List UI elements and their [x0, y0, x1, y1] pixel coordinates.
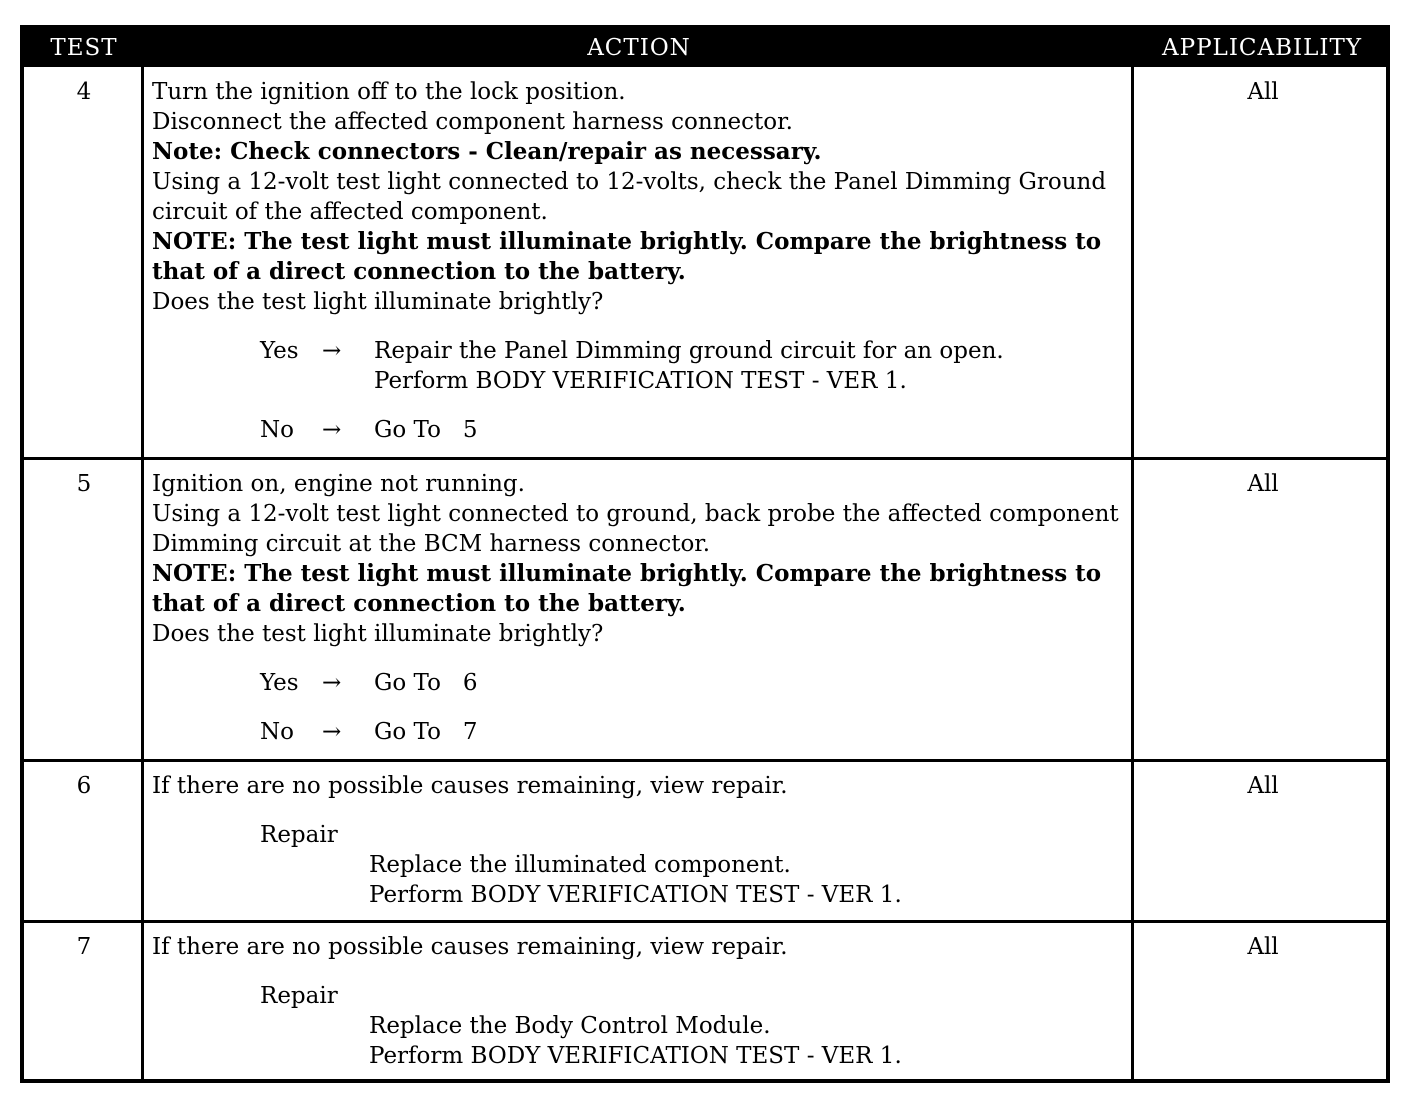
- test-number: 4: [76, 79, 92, 105]
- arrow-icon: →: [322, 417, 342, 443]
- action-line: Does the test light illuminate brightly?: [152, 621, 604, 647]
- action-cell: [152, 771, 1130, 910]
- no-branch: [152, 415, 1130, 445]
- yes-label: Yes: [260, 670, 299, 696]
- action-line: Dimming circuit at the BCM harness connector.: [152, 531, 711, 557]
- action-note: NOTE: The test light must illuminate brightly. Compare the brightness to: [152, 560, 1102, 587]
- repair-text: Replace the Body Control Module.: [369, 1013, 771, 1039]
- repair-label: Repair: [260, 983, 338, 1009]
- repair-text: Perform BODY VERIFICATION TEST - VER 1.: [369, 1043, 902, 1069]
- test-number: 6: [76, 773, 92, 799]
- goto-link[interactable]: Go To 7: [374, 719, 478, 745]
- no-label: No: [260, 417, 294, 443]
- arrow-icon: →: [322, 338, 342, 364]
- applicability-value: All: [1247, 773, 1279, 799]
- test-number: 5: [76, 471, 92, 497]
- action-note: that of a direct connection to the battery.: [152, 258, 686, 285]
- action-line: Using a 12-volt test light connected to 12-volts, check the Panel Dimming Ground: [152, 169, 1107, 195]
- test-number: 7: [76, 934, 92, 960]
- arrow-icon: →: [322, 719, 342, 745]
- repair-text: Replace the illuminated component.: [369, 852, 791, 878]
- action-note: that of a direct connection to the battery.: [152, 590, 686, 617]
- action-line: Does the test light illuminate brightly?: [152, 289, 604, 315]
- applicability-value: All: [1247, 471, 1279, 497]
- row-divider: [24, 457, 1386, 460]
- applicability-value: All: [1247, 79, 1279, 105]
- row-divider: [24, 920, 1386, 923]
- action-line: Ignition on, engine not running.: [152, 471, 525, 497]
- no-branch: [152, 717, 1130, 747]
- header-applicability: APPLICABILITY: [1162, 35, 1362, 61]
- yes-text: Repair the Panel Dimming ground circuit for an open.: [374, 338, 1004, 364]
- goto-link[interactable]: Go To 6: [374, 670, 478, 696]
- header-action: ACTION: [587, 35, 691, 61]
- action-line: If there are no possible causes remaining, view repair.: [152, 773, 788, 799]
- action-cell: [152, 77, 1130, 445]
- action-note: Note: Check connectors - Clean/repair as necessary.: [152, 138, 822, 165]
- yes-label: Yes: [260, 338, 299, 364]
- arrow-icon: →: [322, 670, 342, 696]
- no-label: No: [260, 719, 294, 745]
- repair-text: Perform BODY VERIFICATION TEST - VER 1.: [369, 882, 902, 908]
- action-line: Turn the ignition off to the lock position.: [152, 79, 626, 105]
- yes-branch: [152, 336, 1130, 396]
- column-divider: [141, 67, 144, 1079]
- row-divider: [24, 759, 1386, 762]
- applicability-value: All: [1247, 934, 1279, 960]
- repair-label: Repair: [260, 822, 338, 848]
- action-cell: [152, 932, 1130, 1071]
- header-test: TEST: [50, 35, 118, 61]
- action-cell: [152, 469, 1130, 747]
- action-line: Using a 12-volt test light connected to ground, back probe the affected component: [152, 501, 1119, 527]
- action-line: If there are no possible causes remaining, view repair.: [152, 934, 788, 960]
- action-line: Disconnect the affected component harness connector.: [152, 109, 793, 135]
- action-note: NOTE: The test light must illuminate brightly. Compare the brightness to: [152, 228, 1102, 255]
- action-line: circuit of the affected component.: [152, 199, 548, 225]
- diagnostic-table: [20, 25, 1390, 1083]
- table-header: [24, 29, 1386, 67]
- goto-link[interactable]: Go To 5: [374, 417, 478, 443]
- column-divider: [1131, 67, 1134, 1079]
- yes-branch: [152, 668, 1130, 698]
- yes-text: Perform BODY VERIFICATION TEST - VER 1.: [374, 368, 907, 394]
